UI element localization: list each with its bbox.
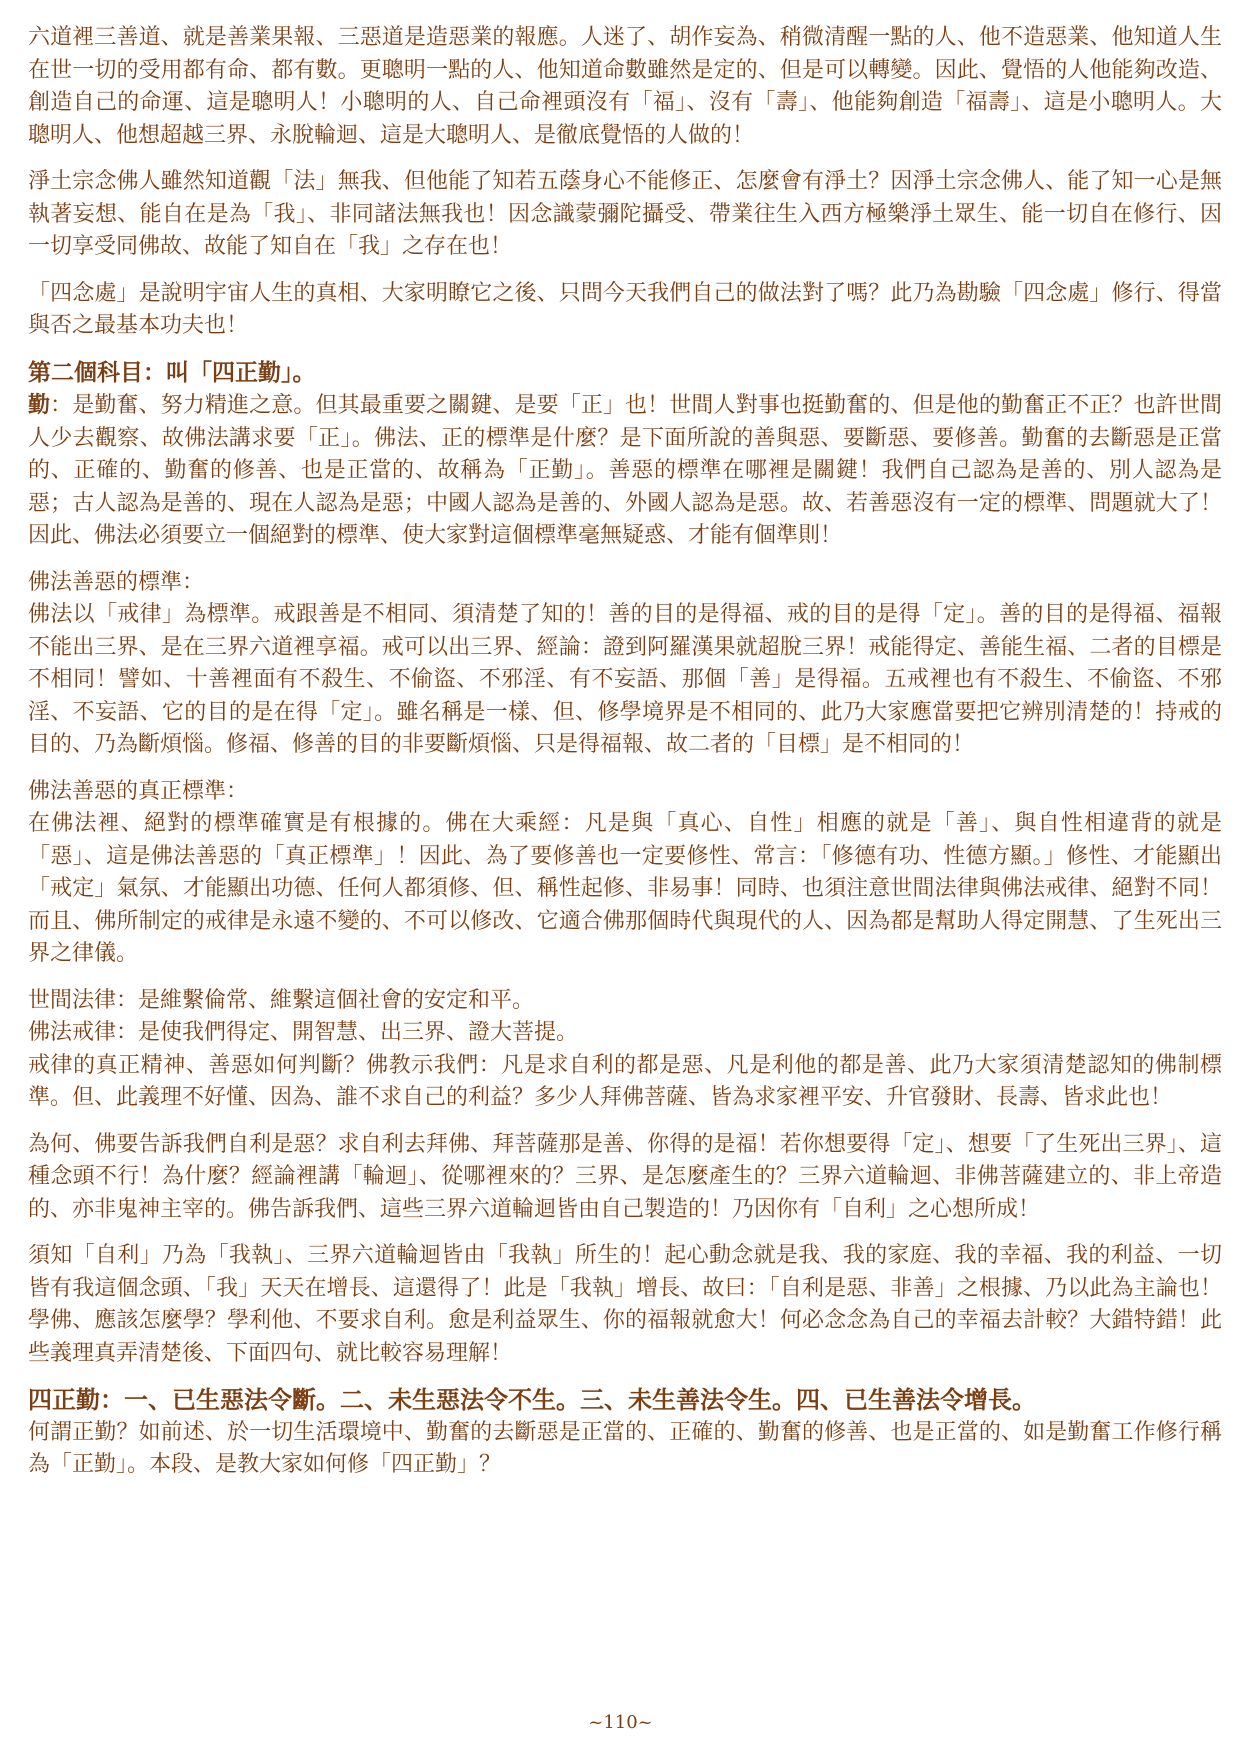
paragraph-what-is-right-effort: 何謂正勤？如前述、於一切生活環境中、勤奮的去斷惡是正當的、正確的、勤奮的修善、也是正當的、如是勤奮工作修行稱為「正勤」。本段、是教大家如何修「四正勤」？: [28, 1419, 1222, 1477]
page-number: ~110~: [588, 1712, 653, 1733]
paragraph-true-standard: 在佛法裡、絕對的標準確實是有根據的。佛在大乘經：凡是與「真心、自性」相應的就是「善」、與自性相違背的就是「惡」、這是佛法善惡的「真正標準」！因此、為了要修善也一定要修性、常言：「修德有功、性德方顯。」修性、才能顯出「戒定」氣氛、才能顯出功德、任何人都須修、但、稱性起修、非易事！同時、也須注意世間法律與佛法戒律、絕對不同！而且、佛所制定的戒律是永遠不變的、不可以修改、它適合佛那個時代與現代的人、因為都是幫助人得定開慧、了生死出三界之律儀。: [28, 811, 1222, 966]
paragraph-self-attachment: 須知「自利」乃為「我執」、三界六道輪迴皆由「我執」所生的！起心動念就是我、我的家庭、我的幸福、我的利益、一切皆有我這個念頭、「我」天天在增長、這還得了！此是「我執」增長、故曰：「自利是惡、非善」之根據、乃以此為主論也！學佛、應該怎麼學？學利他、不要求自利。愈是利益眾生、你的福報就愈大！何必念念為自己的幸福去計較？大錯特錯！此些義理真弄清楚後、下面四句、就比較容易理解！: [28, 1243, 1222, 1366]
subheading-true-standard: 佛法善惡的真正標準：: [28, 778, 249, 804]
paragraph-diligence-body: ：是勤奮、努力精進之意。但其最重要之關鍵、是要「正」也！世間人對事也挺勤奮的、但是他的勤奮正不正？也許世間人少去觀察、故佛法講求要「正」。佛法、正的標準是什麼？是下面所說的善與惡、要斷惡、要修善。勤奮的去斷惡是正當的、正確的、勤奮的修善、也是正當的、故稱為「正勤」。善惡的標準在哪裡是關鍵！我們自己認為是善的、別人認為是惡；古人認為是善的、現在人認為是惡；中國人認為是善的、外國人認為是惡。故、若善惡沒有一定的標準、問題就大了！因此、佛法必須要立一個絕對的標準、使大家對這個標準毫無疑惑、才能有個準則！: [28, 393, 1222, 548]
paragraph-spirit-of-precepts: 戒律的真正精神、善惡如何判斷？佛教示我們：凡是求自利的都是惡、凡是利他的都是善、此乃大家須清楚認知的佛制標準。但、此義理不好懂、因為、誰不求自己的利益？多少人拜佛菩薩、皆為求家裡平安、升官發財、長壽、皆求此也！: [28, 1052, 1222, 1110]
paragraph-diligence: [28, 389, 1222, 553]
heading-four-right-efforts-list: 四正勤：一、已生惡法令斷。二、未生惡法令不生。三、未生善法令生。四、已生善法令增長。: [28, 1385, 1036, 1414]
paragraph-six-paths: 六道裡三善道、就是善業果報、三惡道是造惡業的報應。人迷了、胡作妄為、稍微清醒一點的人、他不造惡業、他知道人生在世一切的受用都有命、都有數。更聰明一點的人、他知道命數雖然是定的、但是可以轉變。因此、覺悟的人他能夠改造、創造自己的命運、這是聰明人！小聰明的人、自己命裡頭沒有「福」、沒有「壽」、他能夠創造「福壽」、這是小聰明人。大聰明人、他想超越三界、永脫輪迴、這是大聰明人、是徹底覺悟的人做的！: [28, 25, 1222, 148]
paragraph-precepts-standard: 佛法以「戒律」為標準。戒跟善是不相同、須清楚了知的！善的目的是得福、戒的目的是得「定」。善的目的是得福、福報不能出三界、是在三界六道裡享福。戒可以出三界、經論：證到阿羅漢果就超脫三界！戒能得定、善能生福、二者的目標是不相同！譬如、十善裡面有不殺生、不偷盜、不邪淫、有不妄語、那個「善」是得福。五戒裡也有不殺生、不偷盜、不邪淫、不妄語、它的目的是在得「定」。雖名稱是一樣、但、修學境界是不相同的、此乃大家應當要把它辨別清楚的！持戒的目的、乃為斷煩惱。修福、修善的目的非要斷煩惱、只是得福報、故二者的「目標」是不相同的！: [28, 602, 1222, 757]
line-worldly-law: 世間法律：是維繫倫常、維繫這個社會的安定和平。: [28, 987, 535, 1013]
section-heading-four-right-efforts: 第二個科目：叫「四正勤」。: [28, 358, 316, 386]
document-body: [28, 22, 1222, 1496]
subheading-good-evil-standard: 佛法善惡的標準：: [28, 569, 205, 595]
term-diligence: 勤: [28, 392, 51, 418]
paragraph-self-benefit: 為何、佛要告訴我們自利是惡？求自利去拜佛、拜菩薩那是善、你得的是福！若你想要得「定」、想要「了生死出三界」、這種念頭不行！為什麼？經論裡講「輪迴」、從哪裡來的？三界、是怎麼產生的？三界六道輪迴、非佛菩薩建立的、非上帝造的、亦非鬼神主宰的。佛告訴我們、這些三界六道輪迴皆由自己製造的！乃因你有「自利」之心想所成！: [28, 1131, 1222, 1222]
paragraph-four-mindfulness: 「四念處」是說明宇宙人生的真相、大家明瞭它之後、只問今天我們自己的做法對了嗎？此乃為勘驗「四念處」修行、得當與否之最基本功夫也！: [28, 280, 1222, 338]
paragraph-pure-land: 淨土宗念佛人雖然知道觀「法」無我、但他能了知若五蔭身心不能修正、怎麼會有淨土？因淨土宗念佛人、能了知一心是無執著妄想、能自在是為「我」、非同諸法無我也！因念識蒙彌陀攝受、帶業往生入西方極樂淨土眾生、能一切自在修行、因一切享受同佛故、故能了知自在「我」之存在也！: [28, 169, 1222, 259]
line-buddhist-precepts: 佛法戒律：是使我們得定、開智慧、出三界、證大菩提。: [28, 1020, 579, 1045]
